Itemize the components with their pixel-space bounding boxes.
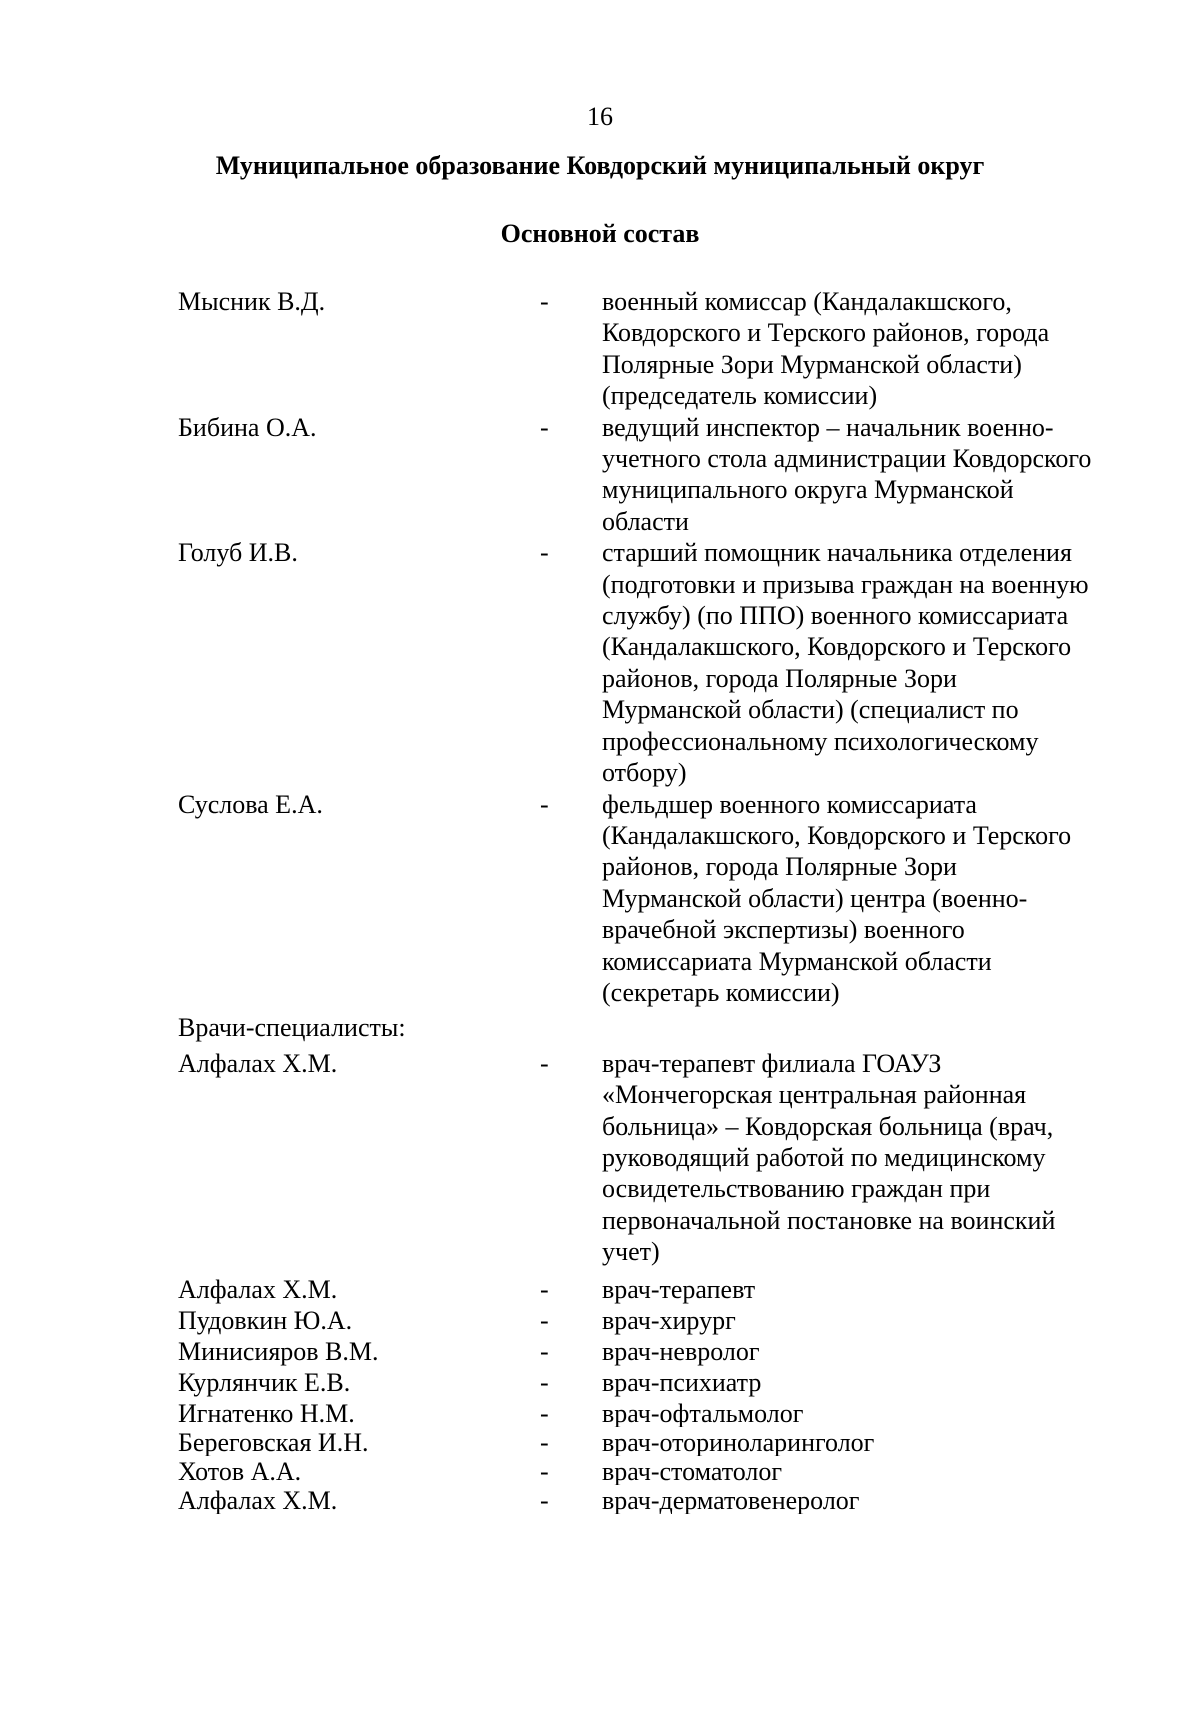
specialist-name: Алфалах Х.М. [178, 1485, 338, 1514]
specialist-role: врач-хирург [602, 1305, 736, 1335]
member-description: фельдшер военного комиссариата (Кандалакшского, Ковдорского и Терского районов, города Полярные Зори Мурманской области) центра (военно-врачебной экспертизы) военного комиссариата Мурманской области (секретарь комиссии) [602, 789, 1072, 1007]
dash-separator: - [540, 538, 549, 568]
member-name: Мысник В.Д. [178, 287, 326, 316]
specialist-row [178, 1398, 1098, 1427]
commission-members [178, 286, 1098, 1514]
specialist-row [178, 1305, 1098, 1336]
specialist-name: Пудовкин Ю.А. [178, 1305, 353, 1335]
specialist-role: врач-дерматовенеролог [602, 1485, 860, 1514]
dash-separator: - [540, 287, 549, 316]
member-row [178, 412, 1098, 538]
specialist-name: Игнатенко Н.М. [178, 1398, 355, 1427]
member-name: Голуб И.В. [178, 538, 298, 568]
specialists-heading: Врачи-специалисты: [178, 1013, 406, 1043]
specialist-role: врач-стоматолог [602, 1456, 783, 1485]
lead-specialist-row [178, 1048, 1098, 1268]
section-title: Основной состав [500, 219, 700, 248]
member-description: врач-терапевт филиала ГОАУЗ «Мончегорская центральная районная больница» – Ковдорская больница (врач, руководящий работой по медицинскому освидетельствованию граждан при первоначальной постановке на воинский учет) [602, 1048, 1056, 1267]
member-name: Бибина О.А. [178, 412, 317, 442]
specialist-role: врач-терапевт [602, 1274, 756, 1304]
member-row [178, 537, 1098, 788]
specialist-role: врач-невролог [602, 1336, 760, 1366]
specialist-name: Курлянчик Е.В. [178, 1367, 351, 1397]
dash-separator: - [540, 412, 549, 442]
specialist-role: врач-офтальмолог [602, 1398, 804, 1427]
member-name: Алфалах Х.М. [178, 1048, 338, 1078]
page-number: 16 [587, 102, 613, 131]
dash-separator: - [540, 1427, 549, 1456]
specialist-name: Алфалах Х.М. [178, 1274, 338, 1304]
member-row [178, 286, 1098, 412]
specialist-name: Минисияров В.М. [178, 1336, 379, 1366]
document-title: Муниципальное образование Ковдорский муниципальный округ [215, 151, 985, 180]
dash-separator: - [540, 1336, 549, 1366]
specialist-role: врач-оториноларинголог [602, 1427, 875, 1456]
dash-separator: - [540, 1048, 549, 1078]
specialist-name: Хотов А.А. [178, 1456, 302, 1485]
member-description: военный комиссар (Кандалакшского, Ковдорского и Терского районов, города Полярные Зори Мурманской области) (председатель комиссии) [602, 287, 1050, 411]
specialist-row [178, 1427, 1098, 1456]
specialist-row [178, 1456, 1098, 1485]
member-row [178, 789, 1098, 1009]
specialist-row [178, 1367, 1098, 1398]
member-description: ведущий инспектор – начальник военно-учетного стола администрации Ковдорского муниципального округа Мурманской области [602, 412, 1092, 536]
specialist-role: врач-психиатр [602, 1367, 762, 1397]
dash-separator: - [540, 1456, 549, 1485]
dash-separator: - [540, 1485, 549, 1514]
dash-separator: - [540, 1398, 549, 1427]
dash-separator: - [540, 1274, 549, 1304]
member-name: Суслова Е.А. [178, 789, 323, 819]
specialist-row [178, 1485, 1098, 1514]
dash-separator: - [540, 1367, 549, 1397]
dash-separator: - [540, 789, 549, 819]
dash-separator: - [540, 1305, 549, 1335]
specialist-row [178, 1274, 1098, 1305]
member-description: старший помощник начальника отделения (подготовки и призыва граждан на военную службу) (по ППО) военного комиссариата (Кандалакшского, Ковдорского и Терского районов, города Полярные Зори Мурманской области) (специалист по профессиональному психологическому отбору) [602, 538, 1089, 788]
specialists-list [178, 1274, 1098, 1514]
specialist-row [178, 1336, 1098, 1367]
specialist-name: Береговская И.Н. [178, 1427, 369, 1456]
